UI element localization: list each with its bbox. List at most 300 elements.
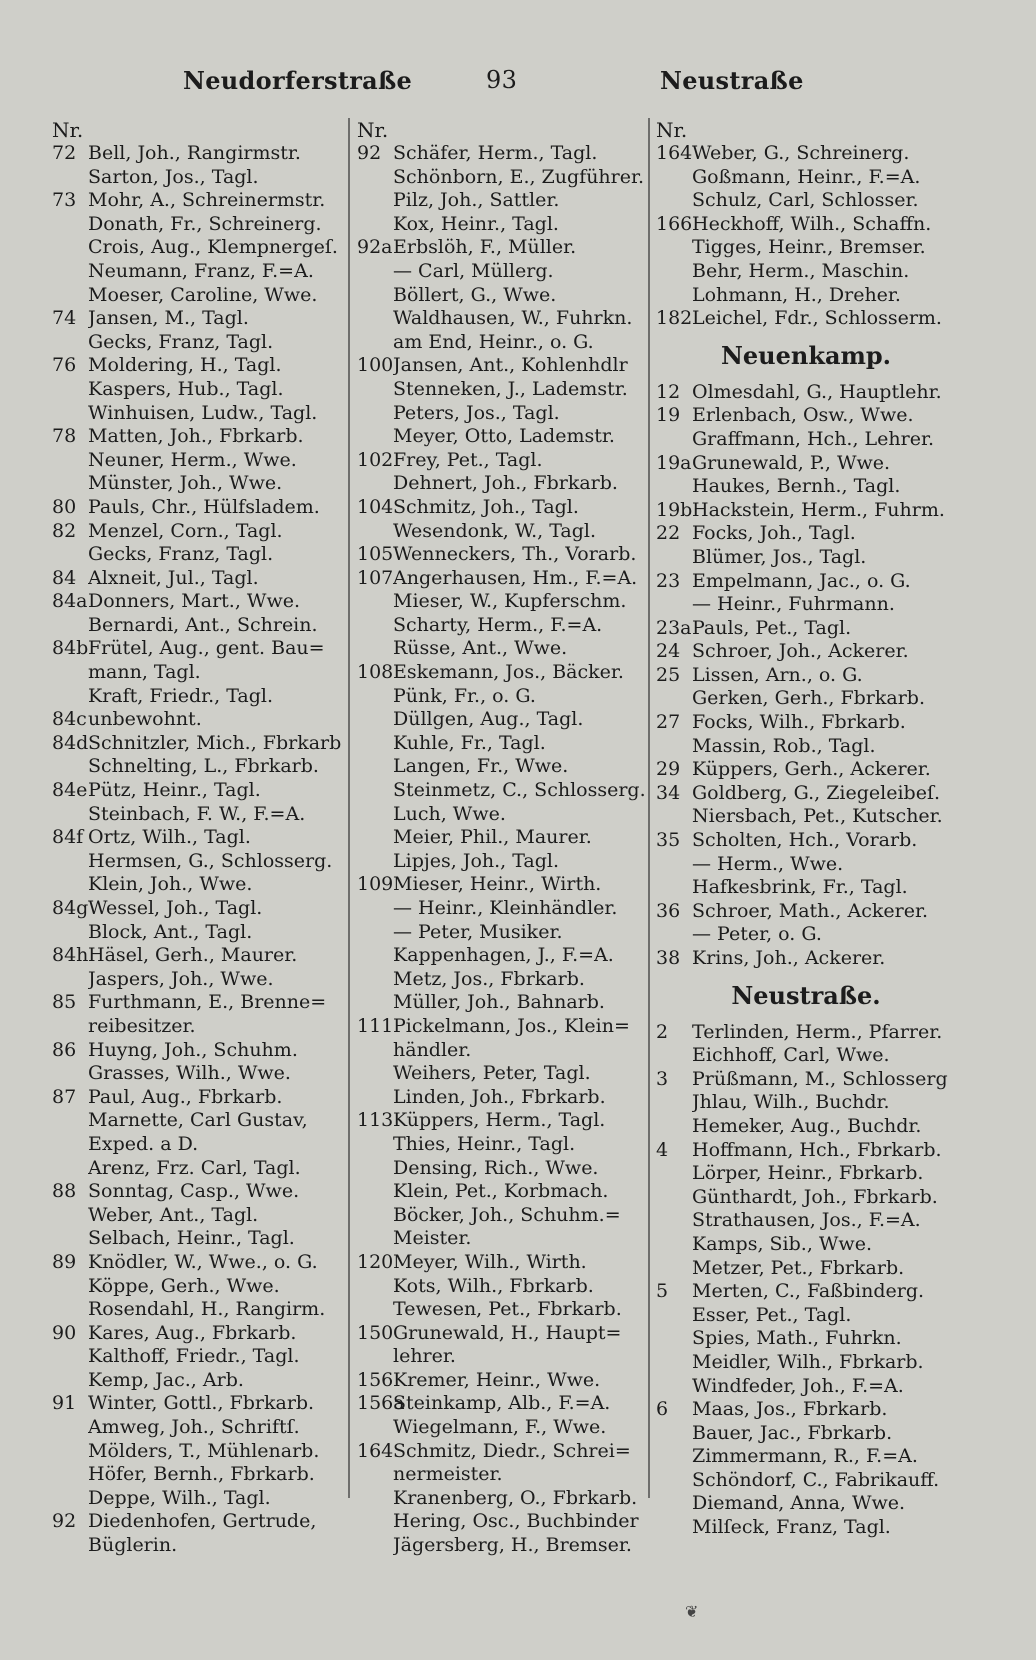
house-number — [357, 1510, 393, 1534]
house-number — [656, 1445, 692, 1469]
directory-entry — [656, 735, 956, 759]
resident-entry: Moldering, H., Tagl. — [88, 354, 282, 377]
resident-entry: am End, Heinr., o. G. — [393, 330, 594, 353]
directory-entry — [656, 1068, 956, 1092]
directory-entry — [52, 1369, 352, 1393]
directory-entry — [357, 1487, 657, 1511]
house-number — [656, 876, 692, 900]
resident-entry: Jhlau, Wilh., Buchdr. — [692, 1091, 890, 1114]
resident-entry: Paul, Aug., Fbrkarb. — [88, 1085, 283, 1108]
running-head-right: Neustraße — [660, 66, 804, 95]
house-number — [357, 166, 393, 190]
column-2 — [357, 118, 657, 1558]
resident-entry: Steinmetz, C., Schlosserg. — [393, 779, 646, 802]
house-number — [357, 331, 393, 355]
house-number — [656, 805, 692, 829]
directory-entry — [52, 826, 352, 850]
house-number — [656, 1257, 692, 1281]
resident-entry: Kranenberg, O., Fbrkarb. — [393, 1486, 638, 1509]
directory-entry — [656, 711, 956, 735]
resident-entry: Pauls, Pet., Tagl. — [692, 616, 852, 639]
directory-entry — [52, 402, 352, 426]
resident-entry: Focks, Wilh., Fbrkarb. — [692, 711, 906, 734]
house-number — [656, 1351, 692, 1375]
house-number — [357, 1180, 393, 1204]
resident-entry: Niersbach, Pet., Kutscher. — [692, 805, 943, 828]
directory-entry — [656, 1115, 956, 1139]
house-number: 19a — [656, 451, 692, 474]
directory-entry — [52, 142, 352, 166]
resident-entry: Kremer, Heinr., Wwe. — [393, 1368, 601, 1391]
house-number: 2 — [656, 1020, 669, 1043]
directory-entry — [357, 1204, 657, 1228]
house-number — [656, 475, 692, 499]
resident-entry: Scharty, Herm., F.=A. — [393, 613, 603, 636]
directory-entry — [52, 520, 352, 544]
house-number: 19b — [656, 498, 693, 521]
resident-entry: Scholten, Hch., Vorarb. — [692, 829, 918, 852]
resident-entry: Pauls, Chr., Hülfsladem. — [88, 495, 320, 518]
resident-entry: Terlinden, Herm., Pfarrer. — [692, 1020, 943, 1043]
column-1 — [52, 118, 352, 1558]
house-number: 74 — [52, 307, 77, 330]
house-number — [52, 1157, 88, 1181]
house-number — [656, 1162, 692, 1186]
resident-entry: Meidler, Wilh., Fbrkarb. — [692, 1350, 924, 1373]
directory-entry — [357, 378, 657, 402]
resident-entry: Graffmann, Hch., Lehrer. — [692, 427, 935, 450]
resident-entry: Lipjes, Joh., Tagl. — [393, 849, 560, 872]
directory-entry — [357, 614, 657, 638]
directory-entry — [656, 1257, 956, 1281]
resident-entry: Luch, Wwe. — [393, 802, 506, 825]
directory-entry — [357, 236, 657, 260]
resident-entry: Massin, Rob., Tagl. — [692, 734, 876, 757]
house-number — [656, 166, 692, 190]
directory-entry — [357, 354, 657, 378]
directory-entry — [357, 1510, 657, 1534]
house-number: 84a — [52, 590, 88, 613]
directory-entry — [52, 354, 352, 378]
resident-entry: Schönborn, E., Zugführer. — [393, 165, 645, 188]
entry-list — [52, 142, 352, 1558]
house-number — [52, 850, 88, 874]
resident-entry: Hering, Osc., Buchbinder — [393, 1510, 639, 1533]
entry-list — [656, 381, 956, 971]
house-number — [357, 284, 393, 308]
directory-entry — [357, 921, 657, 945]
house-number — [357, 189, 393, 213]
directory-entry — [52, 873, 352, 897]
house-number: 156 — [357, 1368, 394, 1391]
house-number: 107 — [357, 566, 394, 589]
resident-entry: Ortz, Wilh., Tagl. — [88, 826, 251, 849]
resident-entry: Bauer, Jac., Fbrkarb. — [692, 1421, 893, 1444]
directory-entry — [357, 1416, 657, 1440]
resident-entry: Wessel, Joh., Tagl. — [88, 897, 263, 919]
resident-entry: Huyng, Joh., Schuhm. — [88, 1038, 298, 1061]
directory-entry — [357, 1275, 657, 1299]
directory-entry — [52, 1440, 352, 1464]
resident-entry: Weihers, Peter, Tagl. — [393, 1062, 591, 1085]
house-number — [52, 1463, 88, 1487]
directory-entry — [52, 1204, 352, 1228]
directory-entry — [357, 260, 657, 284]
house-number — [52, 213, 88, 237]
directory-entry — [656, 1186, 956, 1210]
resident-entry: Metz, Jos., Fbrkarb. — [393, 967, 585, 990]
directory-entry — [656, 876, 956, 900]
resident-entry: Jaspers, Joh., Wwe. — [88, 967, 274, 990]
house-number — [52, 803, 88, 827]
resident-entry: Schmitz, Joh., Tagl. — [393, 495, 579, 518]
house-number — [52, 1534, 88, 1558]
directory-entry — [656, 1280, 956, 1304]
house-number — [656, 1469, 692, 1493]
directory-entry — [656, 213, 956, 237]
directory-entry — [357, 1463, 657, 1487]
resident-entry: mann, Tagl. — [88, 661, 201, 684]
house-number — [357, 685, 393, 709]
resident-entry: Waldhausen, W., Fuhrkn. — [393, 307, 633, 330]
house-number — [52, 921, 88, 945]
house-number — [357, 425, 393, 449]
house-number: 92 — [357, 142, 382, 164]
house-number — [52, 166, 88, 190]
house-number: 182 — [656, 307, 693, 330]
directory-entry — [357, 991, 657, 1015]
resident-entry: Linden, Joh., Fbrkarb. — [393, 1085, 606, 1108]
directory-entry — [52, 732, 352, 756]
directory-entry — [357, 1440, 657, 1464]
resident-entry: Kaspers, Hub., Tagl. — [88, 377, 284, 400]
directory-entry — [357, 425, 657, 449]
directory-entry — [52, 685, 352, 709]
directory-entry — [357, 873, 657, 897]
directory-entry — [52, 708, 352, 732]
house-number — [357, 590, 393, 614]
directory-entry — [656, 546, 956, 570]
resident-entry: Olmesdahl, G., Hauptlehr. — [692, 380, 942, 403]
directory-entry — [357, 402, 657, 426]
resident-entry: Esser, Pet., Tagl. — [692, 1303, 852, 1326]
resident-entry: Bernardi, Ant., Schrein. — [88, 613, 318, 636]
house-number — [357, 1298, 393, 1322]
house-number: 164 — [656, 142, 693, 164]
resident-entry: Steinkamp, Alb., F.=A. — [393, 1392, 611, 1415]
resident-entry: Häsel, Gerh., Maurer. — [88, 944, 298, 967]
resident-entry: Angerhausen, Hm., F.=A. — [393, 566, 638, 589]
directory-entry — [52, 1062, 352, 1086]
directory-entry — [52, 1487, 352, 1511]
house-number — [357, 779, 393, 803]
resident-entry: Furthmann, E., Brenne= — [88, 991, 327, 1014]
resident-entry: Klein, Pet., Korbmach. — [393, 1180, 609, 1203]
resident-entry: Böcker, Joh., Schuhm.= — [393, 1203, 621, 1226]
resident-entry: Pilz, Joh., Sattler. — [393, 189, 560, 212]
resident-entry: Grunewald, H., Haupt= — [393, 1321, 622, 1344]
directory-entry — [357, 166, 657, 190]
resident-entry: Eskemann, Jos., Bäcker. — [393, 661, 624, 684]
directory-entry — [357, 472, 657, 496]
resident-entry: Amweg, Joh., Schriftſ. — [88, 1416, 300, 1439]
resident-entry: Diemand, Anna, Wwe. — [692, 1492, 906, 1515]
house-number — [52, 1015, 88, 1039]
directory-entry — [357, 449, 657, 473]
house-number: 29 — [656, 758, 681, 781]
directory-entry — [656, 1375, 956, 1399]
directory-entry — [656, 189, 956, 213]
house-number — [656, 593, 692, 617]
directory-entry — [52, 779, 352, 803]
house-number: 35 — [656, 829, 681, 852]
resident-entry: Grasses, Wilh., Wwe. — [88, 1062, 291, 1085]
house-number — [357, 1463, 393, 1487]
resident-entry: Schäfer, Herm., Tagl. — [393, 142, 598, 164]
house-number — [52, 1062, 88, 1086]
resident-entry: Menzel, Corn., Tagl. — [88, 519, 283, 542]
directory-entry — [357, 1534, 657, 1558]
directory-entry — [357, 1392, 657, 1416]
resident-entry: Alxneit, Jul., Tagl. — [88, 566, 259, 589]
house-number — [357, 1416, 393, 1440]
resident-entry: Wenneckers, Th., Vorarb. — [393, 543, 637, 566]
house-number: 164 — [357, 1439, 394, 1462]
house-number — [52, 685, 88, 709]
resident-entry: Pickelmann, Jos., Klein= — [393, 1014, 630, 1037]
resident-entry: Rosendahl, H., Rangirm. — [88, 1298, 326, 1321]
house-number: 84d — [52, 731, 89, 754]
resident-entry: Crois, Aug., Klempnergeſ. — [88, 236, 338, 259]
resident-entry: lehrer. — [393, 1345, 456, 1368]
house-number — [656, 1115, 692, 1139]
resident-entry: Hoffmann, Hch., Fbrkarb. — [692, 1138, 942, 1161]
directory-entry — [52, 1109, 352, 1133]
resident-entry: Mölders, T., Mühlenarb. — [88, 1439, 320, 1462]
resident-entry: Hackstein, Herm., Fuhrm. — [692, 498, 945, 521]
resident-entry: Kamps, Sib., Wwe. — [692, 1232, 872, 1255]
resident-entry: Eichhoff, Carl, Wwe. — [692, 1044, 890, 1067]
house-number — [52, 1298, 88, 1322]
directory-entry — [656, 1162, 956, 1186]
resident-entry: Peters, Jos., Tagl. — [393, 401, 560, 424]
house-number — [52, 1133, 88, 1157]
house-number — [52, 449, 88, 473]
house-number: 150 — [357, 1321, 394, 1344]
house-number: 24 — [656, 640, 681, 663]
house-number — [357, 1157, 393, 1181]
directory-entry — [52, 543, 352, 567]
resident-entry: Langen, Fr., Wwe. — [393, 755, 569, 778]
directory-entry — [52, 567, 352, 591]
directory-entry — [52, 1534, 352, 1558]
directory-entry — [656, 1492, 956, 1516]
house-number: 36 — [656, 899, 681, 922]
resident-entry: Thies, Heinr., Tagl. — [393, 1132, 576, 1155]
resident-entry: Prüßmann, M., Schlosserg — [692, 1067, 948, 1090]
resident-entry: Köppe, Gerh., Wwe. — [88, 1274, 280, 1297]
resident-entry: Pütz, Heinr., Tagl. — [88, 779, 261, 802]
directory-entry — [656, 522, 956, 546]
house-number — [52, 661, 88, 685]
house-number: 85 — [52, 991, 77, 1014]
house-number — [357, 637, 393, 661]
house-number — [52, 1487, 88, 1511]
directory-entry — [357, 897, 657, 921]
directory-entry — [357, 661, 657, 685]
house-number: 166 — [656, 212, 693, 235]
entry-list — [656, 142, 956, 331]
directory-entry — [52, 1180, 352, 1204]
house-number: 86 — [52, 1038, 77, 1061]
house-number — [357, 991, 393, 1015]
resident-entry: Donath, Fr., Schreinerg. — [88, 212, 322, 235]
directory-entry — [357, 1109, 657, 1133]
resident-entry: Mieser, W., Kupferschm. — [393, 590, 627, 613]
house-number: 84f — [52, 826, 84, 849]
directory-entry — [357, 1251, 657, 1275]
resident-entry: Hermsen, G., Schlosserg. — [88, 849, 333, 872]
column-3 — [656, 118, 956, 1540]
resident-entry: Erlenbach, Osw., Wwe. — [692, 404, 914, 427]
house-number — [656, 284, 692, 308]
resident-entry: Tigges, Heinr., Bremser. — [692, 236, 926, 259]
house-number — [52, 543, 88, 567]
house-number — [52, 1345, 88, 1369]
directory-entry — [656, 499, 956, 523]
directory-entry — [357, 331, 657, 355]
house-number — [52, 402, 88, 426]
resident-entry: Hemeker, Aug., Buchdr. — [692, 1114, 922, 1137]
house-number — [52, 1227, 88, 1251]
house-number — [656, 1492, 692, 1516]
resident-entry: Düllgen, Aug., Tagl. — [393, 708, 584, 731]
directory-entry — [52, 236, 352, 260]
resident-entry: Hafkesbrink, Fr., Tagl. — [692, 876, 908, 899]
resident-entry: Diedenhofen, Gertrude, — [88, 1510, 317, 1533]
house-number — [357, 708, 393, 732]
house-number — [656, 428, 692, 452]
resident-entry: händler. — [393, 1038, 472, 1061]
resident-entry: Maas, Jos., Fbrkarb. — [692, 1398, 888, 1421]
house-number — [52, 1440, 88, 1464]
house-number — [656, 923, 692, 947]
section-heading: Neuenkamp. — [720, 340, 892, 370]
resident-entry: Jansen, Ant., Kohlenhdlr — [393, 354, 628, 377]
house-number: 100 — [357, 354, 394, 377]
house-number: 80 — [52, 495, 77, 518]
directory-entry — [357, 142, 657, 166]
resident-entry: Klein, Joh., Wwe. — [88, 873, 253, 896]
resident-entry: Marnette, Carl Gustav, — [88, 1109, 308, 1132]
house-number: 23a — [656, 616, 692, 639]
directory-entry — [656, 1351, 956, 1375]
resident-entry: — Carl, Müllerg. — [393, 259, 554, 282]
house-number — [52, 1204, 88, 1228]
resident-entry: Büglerin. — [88, 1534, 178, 1557]
house-number — [656, 1304, 692, 1328]
directory-entry — [52, 496, 352, 520]
resident-entry: Stenneken, J., Lademstr. — [393, 377, 628, 400]
resident-entry: Höfer, Bernh., Fbrkarb. — [88, 1463, 315, 1486]
house-number — [52, 260, 88, 284]
directory-entry — [357, 1062, 657, 1086]
directory-entry — [357, 732, 657, 756]
house-number: 108 — [357, 661, 394, 684]
directory-entry — [656, 260, 956, 284]
directory-entry — [656, 1044, 956, 1068]
resident-entry: Selbach, Heinr., Tagl. — [88, 1227, 295, 1250]
resident-entry: Kalthoff, Friedr., Tagl. — [88, 1345, 300, 1368]
entry-list — [357, 142, 657, 1558]
directory-entry — [52, 968, 352, 992]
directory-entry — [52, 1086, 352, 1110]
directory-entry — [52, 991, 352, 1015]
resident-entry: Lörper, Heinr., Fbrkarb. — [692, 1162, 924, 1185]
directory-entry — [656, 640, 956, 664]
resident-entry: Milſeck, Franz, Tagl. — [692, 1516, 891, 1539]
directory-entry — [357, 567, 657, 591]
resident-entry: Meier, Phil., Maurer. — [393, 826, 592, 849]
house-number — [52, 1109, 88, 1133]
house-number: 84h — [52, 944, 89, 967]
house-number: 82 — [52, 519, 77, 542]
page-header — [0, 66, 1036, 106]
directory-entry — [52, 1298, 352, 1322]
house-number — [656, 1091, 692, 1115]
directory-entry — [52, 590, 352, 614]
resident-entry: Meyer, Otto, Lademstr. — [393, 425, 615, 448]
directory-entry — [656, 1304, 956, 1328]
directory-entry — [357, 1227, 657, 1251]
house-number — [357, 921, 393, 945]
house-number — [52, 1275, 88, 1299]
house-number: 12 — [656, 380, 681, 403]
directory-entry — [656, 452, 956, 476]
resident-entry: Neuner, Herm., Wwe. — [88, 448, 297, 471]
directory-entry — [357, 850, 657, 874]
house-number — [357, 826, 393, 850]
resident-entry: Weber, G., Schreinerg. — [692, 142, 910, 164]
directory-entry — [656, 570, 956, 594]
house-number: 84 — [52, 566, 77, 589]
house-number — [656, 1186, 692, 1210]
house-number — [656, 189, 692, 213]
directory-entry — [656, 142, 956, 166]
directory-entry — [52, 1345, 352, 1369]
directory-entry — [357, 637, 657, 661]
directory-entry — [52, 284, 352, 308]
house-number — [52, 472, 88, 496]
resident-entry: Schnelting, L., Fbrkarb. — [88, 755, 319, 778]
directory-entry — [656, 923, 956, 947]
resident-entry: Dehnert, Joh., Fbrkarb. — [393, 472, 618, 495]
resident-entry: — Herm., Wwe. — [692, 852, 844, 875]
house-number: 38 — [656, 947, 681, 969]
resident-entry: Schöndorf, C., Fabrikauff. — [692, 1468, 940, 1491]
house-number — [656, 236, 692, 260]
directory-entry — [52, 1416, 352, 1440]
resident-entry: Kemp, Jac., Arb. — [88, 1368, 244, 1391]
resident-entry: Lissen, Arn., o. G. — [692, 663, 863, 686]
directory-entry — [52, 850, 352, 874]
directory-entry — [52, 449, 352, 473]
house-number — [357, 378, 393, 402]
directory-entry — [357, 944, 657, 968]
directory-entry — [52, 661, 352, 685]
directory-entry — [357, 1180, 657, 1204]
resident-entry: Wiegelmann, F., Wwe. — [393, 1416, 607, 1439]
